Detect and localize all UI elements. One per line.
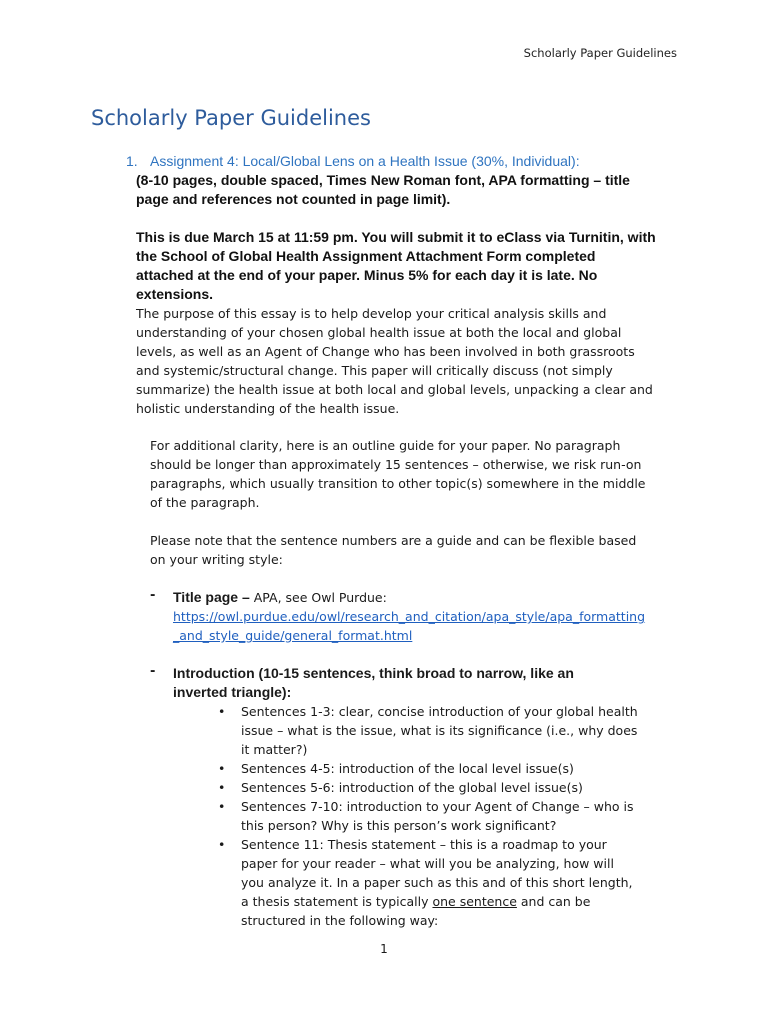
dash-marker: - — [150, 664, 156, 679]
title-page-label: Title page – — [173, 589, 250, 605]
format-note: (8-10 pages, double spaced, Times New Roman font, APA formatting – title page and references not counted in page limit). — [136, 172, 630, 207]
assignment-heading-text: Assignment 4: Local/Global Lens on a Health Issue (30%, Individual): — [150, 153, 580, 169]
underlined-text: one sentence — [432, 894, 517, 909]
assignment-heading — [126, 153, 580, 169]
purpose-paragraph: The purpose of this essay is to help develop your critical analysis skills and understanding of your chosen global health issue at both the local and global levels, as well as an Agent of Change who has been involved in both grassroots and systemic/structural change. This paper will critically discuss (not simply summarize) the health issue at both local and global levels, unpacking a clear and holistic understanding of the health issue. — [136, 306, 653, 416]
clarity-paragraph: For additional clarity, here is an outline guide for your paper. No paragraph should be longer than approximately 15 sentences – otherwise, we risk run-on paragraphs, which usually transition to other topic(s) somewhere in the middle of the paragraph. — [150, 438, 646, 510]
introduction-label: Introduction (10-15 sentences, think broad to narrow, like an inverted triangle): — [173, 665, 574, 700]
document-title: Scholarly Paper Guidelines — [91, 106, 371, 130]
list-item: • Sentences 1-3: clear, concise introduction of your global health issue – what is the issue, what is its significance (i.e., why does it matter?) — [218, 704, 638, 757]
list-item: • Sentence 11: Thesis statement – this is a roadmap to your paper for your reader – what will you be analyzing, how will you analyze it. In a paper such as this and of this short length, a thesis statement is typically one sentence and can be structured in the following way: — [218, 837, 633, 928]
list-item: • Sentences 4-5: introduction of the local level issue(s) — [218, 761, 574, 776]
title-page-text: APA, see Owl Purdue: — [249, 590, 387, 605]
due-date-note: This is due March 15 at 11:59 pm. You will submit it to eClass via Turnitin, with the School of Global Health Assignment Attachment Form completed attached at the end of your paper. Minus 5% for each day it is late. No extensions. — [136, 229, 656, 302]
page-number: 1 — [380, 942, 388, 956]
running-header: Scholarly Paper Guidelines — [523, 46, 677, 60]
note-paragraph: Please note that the sentence numbers are a guide and can be flexible based on your writing style: — [150, 533, 637, 567]
owl-purdue-link[interactable]: https://owl.purdue.edu/owl/research_and_citation/apa_style/apa_formatting_and_style_guide/general_format.html — [173, 609, 646, 643]
bullet-marker: • — [218, 704, 226, 719]
bullet-marker: • — [218, 837, 226, 852]
list-item: • Sentences 5-6: introduction of the global level issue(s) — [218, 780, 583, 795]
assignment-number: 1. — [126, 153, 138, 169]
bullet-marker: • — [218, 761, 226, 776]
dash-marker: - — [150, 588, 156, 603]
bullet-marker: • — [218, 780, 226, 795]
list-item: • Sentences 7-10: introduction to your Agent of Change – who is this person? Why is this person’s work significant? — [218, 799, 634, 833]
bullet-marker: • — [218, 799, 226, 814]
introduction-bullet-list — [218, 702, 638, 930]
